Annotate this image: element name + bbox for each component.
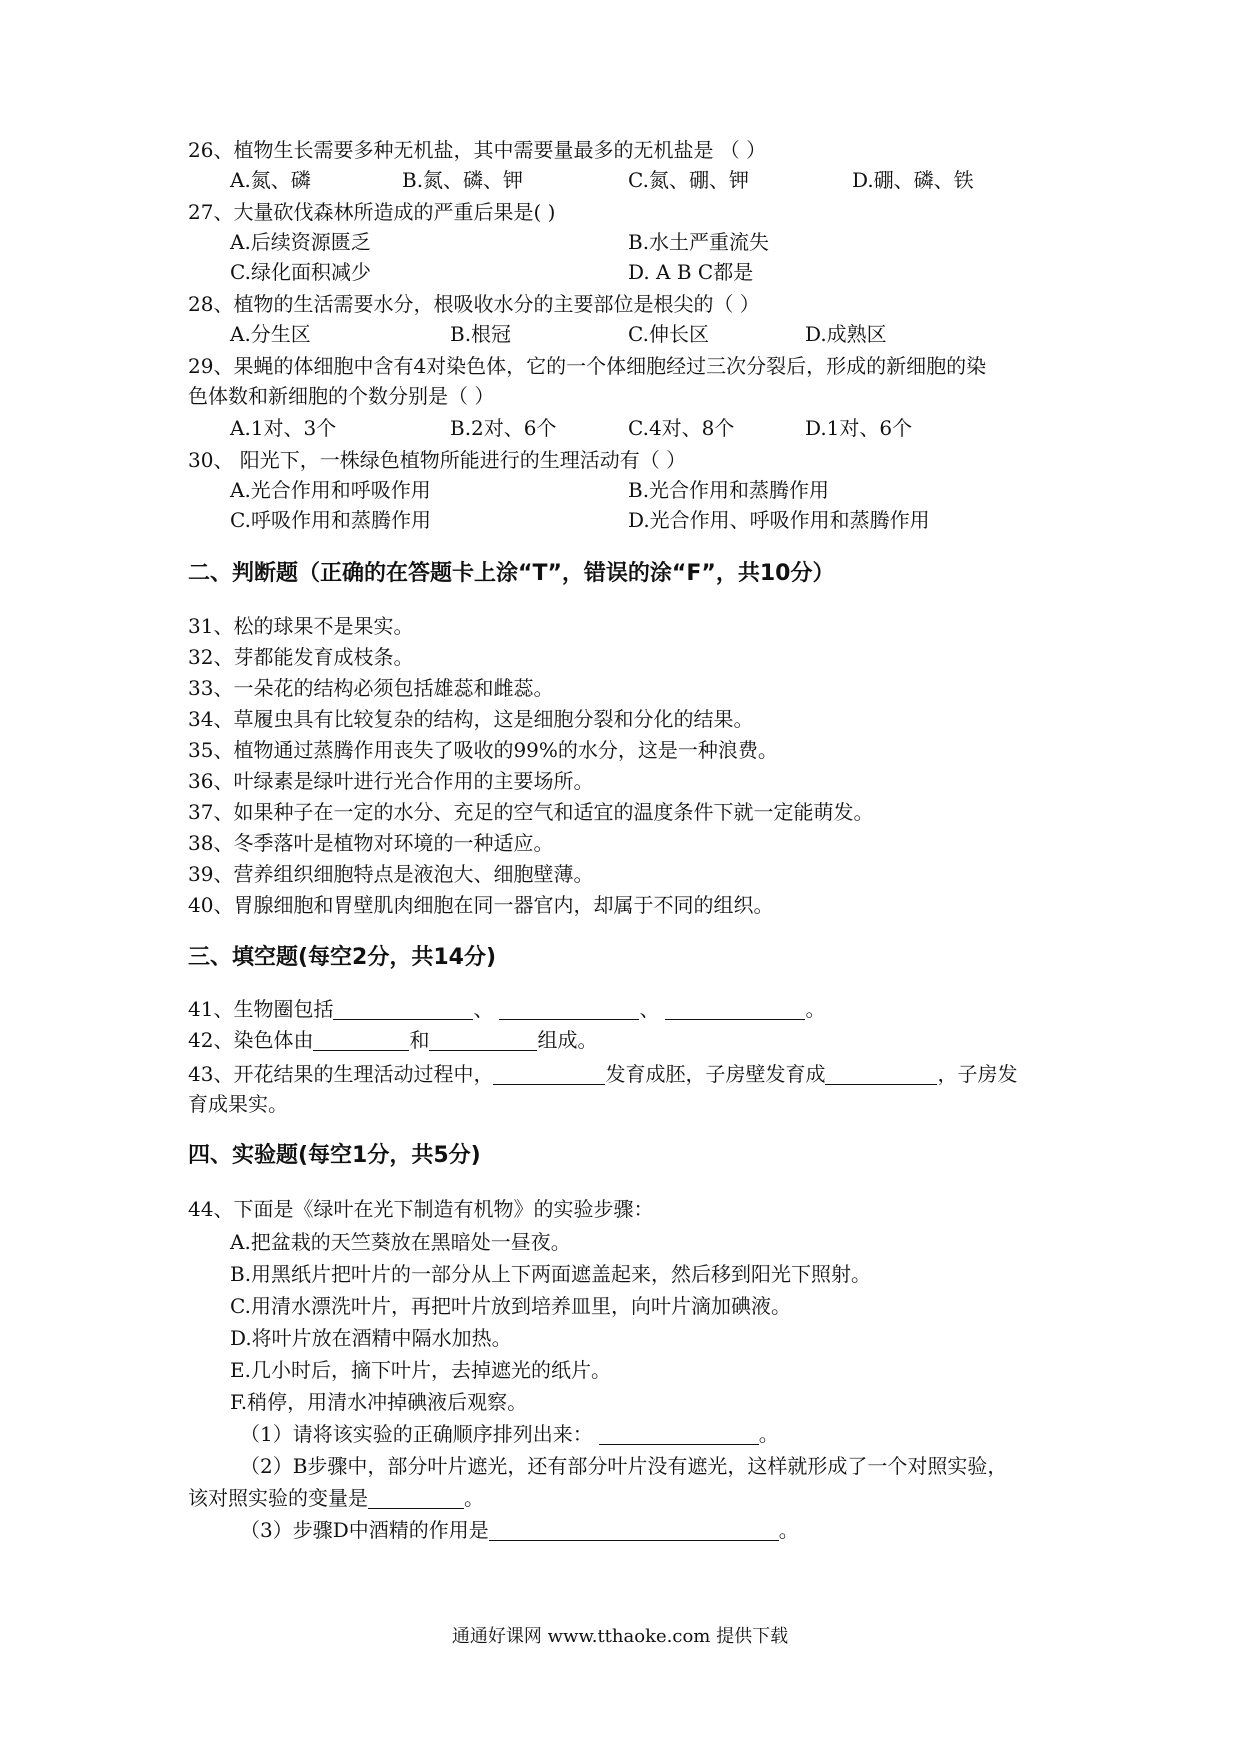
fill-41-blank-2[interactable] — [499, 997, 639, 1020]
q26-option-a: A.氮、磷 — [230, 168, 311, 192]
q26-option-c: C.氮、硼、钾 — [628, 168, 749, 192]
experiment-step-b: B.用黑纸片把叶片的一部分从上下两面遮盖起来，然后移到阳光下照射。 — [230, 1262, 872, 1286]
tf-item-32: 32、芽都能发育成枝条。 — [188, 645, 414, 669]
fill-41-prefix: 41、生物圈包括 — [188, 997, 334, 1021]
question-29-stem-cont: 色体数和新细胞的个数分别是（ ） — [188, 384, 495, 408]
fill-41-sep-1: 、 — [473, 997, 494, 1021]
question-29-stem: 29、果蝇的体细胞中含有4对染色体，它的一个体细胞经过三次分裂后，形成的新细胞的染 — [188, 354, 987, 378]
experiment-sub-1 — [240, 1420, 779, 1448]
fill-43-prefix: 43、开花结果的生理活动过程中， — [188, 1062, 494, 1086]
q29-option-c: C.4对、8个 — [628, 416, 735, 440]
fill-41-blank-1[interactable] — [333, 997, 473, 1020]
sub-2-end: 。 — [464, 1486, 484, 1510]
experiment-step-d: D.将叶片放在酒精中隔水加热。 — [230, 1326, 512, 1350]
question-28-stem: 28、植物的生活需要水分，根吸收水分的主要部位是根尖的（ ） — [188, 292, 760, 316]
section-4-heading: 四、实验题(每空1分，共5分) — [188, 1143, 481, 1168]
tf-item-33: 33、一朵花的结构必须包括雄蕊和雌蕊。 — [188, 676, 554, 700]
tf-item-35: 35、植物通过蒸腾作用丧失了吸收的99%的水分，这是一种浪费。 — [188, 738, 778, 762]
q29-option-a: A.1对、3个 — [230, 416, 337, 440]
fill-42-blank-2[interactable] — [429, 1028, 537, 1051]
fill-41-sep-2: 、 — [639, 997, 660, 1021]
sub-1-blank[interactable] — [599, 1422, 759, 1445]
q26-option-b: B.氮、磷、钾 — [402, 168, 524, 192]
tf-item-34: 34、草履虫具有比较复杂的结构，这是细胞分裂和分化的结果。 — [188, 707, 754, 731]
experiment-item-44: 44、下面是《绿叶在光下制造有机物》的实验步骤： — [188, 1197, 654, 1221]
q26-option-d: D.硼、磷、铁 — [852, 168, 974, 192]
fill-43-blank-1[interactable] — [493, 1062, 605, 1085]
fill-42-end: 组成。 — [537, 1028, 598, 1052]
fill-41-blank-3[interactable] — [665, 997, 805, 1020]
tf-item-36: 36、叶绿素是绿叶进行光合作用的主要场所。 — [188, 769, 594, 793]
question-26-stem: 26、植物生长需要多种无机盐，其中需要量最多的无机盐是 （ ） — [188, 138, 767, 162]
tf-item-37: 37、如果种子在一定的水分、充足的空气和适宜的温度条件下就一定能萌发。 — [188, 800, 874, 824]
tf-item-31: 31、松的球果不是果实。 — [188, 614, 414, 638]
experiment-sub-3 — [240, 1516, 799, 1544]
experiment-step-a: A.把盆栽的天竺葵放在黑暗处一昼夜。 — [230, 1230, 571, 1254]
fill-42-blank-1[interactable] — [313, 1028, 409, 1051]
question-27-stem: 27、大量砍伐森林所造成的严重后果是( ) — [188, 200, 556, 224]
q27-option-d: D. A B C都是 — [628, 260, 754, 284]
q28-option-b: B.根冠 — [450, 322, 512, 346]
fill-43-mid: 发育成胚，子房壁发育成 — [605, 1062, 826, 1086]
q28-option-c: C.伸长区 — [628, 322, 709, 346]
experiment-sub-2-cont — [188, 1484, 484, 1512]
q28-option-a: A.分生区 — [230, 322, 311, 346]
section-3-heading: 三、填空题(每空2分，共14分) — [188, 945, 497, 970]
sub-1-prefix: （1）请将该实验的正确顺序排列出来： — [240, 1422, 593, 1446]
fill-41-end: 。 — [805, 997, 826, 1021]
fill-item-41 — [188, 995, 825, 1023]
experiment-step-f: F.稍停，用清水冲掉碘液后观察。 — [230, 1390, 528, 1414]
tf-item-39: 39、营养组织细胞特点是液泡大、细胞壁薄。 — [188, 862, 594, 886]
fill-42-prefix: 42、染色体由 — [188, 1028, 314, 1052]
experiment-sub-2: （2）B步骤中，部分叶片遮光，还有部分叶片没有遮光，这样就形成了一个对照实验， — [240, 1454, 1008, 1478]
sub-3-end: 。 — [778, 1518, 799, 1542]
q30-option-b: B.光合作用和蒸腾作用 — [628, 478, 830, 502]
q28-option-d: D.成熟区 — [805, 322, 887, 346]
q27-option-b: B.水土严重流失 — [628, 230, 770, 254]
experiment-step-e: E.几小时后，摘下叶片，去掉遮光的纸片。 — [230, 1358, 611, 1382]
q30-option-d: D.光合作用、呼吸作用和蒸腾作用 — [628, 508, 930, 532]
sub-3-prefix: （3）步骤D中酒精的作用是 — [240, 1518, 489, 1542]
sub-2-prefix: 该对照实验的变量是 — [188, 1486, 368, 1510]
fill-43-end: ，子房发 — [937, 1062, 1018, 1086]
sub-1-end: 。 — [758, 1422, 779, 1446]
sub-2-blank[interactable] — [368, 1486, 464, 1509]
q27-option-a: A.后续资源匮乏 — [230, 230, 371, 254]
tf-item-38: 38、冬季落叶是植物对环境的一种适应。 — [188, 831, 554, 855]
q30-option-a: A.光合作用和呼吸作用 — [230, 478, 431, 502]
page-footer: 通通好课网 www.tthaoke.com 提供下载 — [451, 1626, 789, 1647]
sub-3-blank[interactable] — [489, 1518, 779, 1541]
experiment-step-c: C.用清水漂洗叶片，再把叶片放到培养皿里，向叶片滴加碘液。 — [230, 1294, 791, 1318]
fill-item-43 — [188, 1060, 1017, 1088]
question-30-stem: 30、 阳光下，一株绿色植物所能进行的生理活动有（ ） — [188, 448, 687, 472]
fill-item-43-cont: 育成果实。 — [188, 1092, 288, 1116]
fill-item-42 — [188, 1026, 597, 1054]
q29-option-b: B.2对、6个 — [450, 416, 557, 440]
q29-option-d: D.1对、6个 — [805, 416, 913, 440]
fill-42-mid: 和 — [409, 1028, 430, 1052]
section-2-heading: 二、判断题（正确的在答题卡上涂“T”，错误的涂“F”，共10分） — [188, 561, 835, 586]
tf-item-40: 40、胃腺细胞和胃壁肌肉细胞在同一器官内，却属于不同的组织。 — [188, 893, 774, 917]
q30-option-c: C.呼吸作用和蒸腾作用 — [230, 508, 431, 532]
q27-option-c: C.绿化面积减少 — [230, 260, 371, 284]
fill-43-blank-2[interactable] — [825, 1062, 937, 1085]
